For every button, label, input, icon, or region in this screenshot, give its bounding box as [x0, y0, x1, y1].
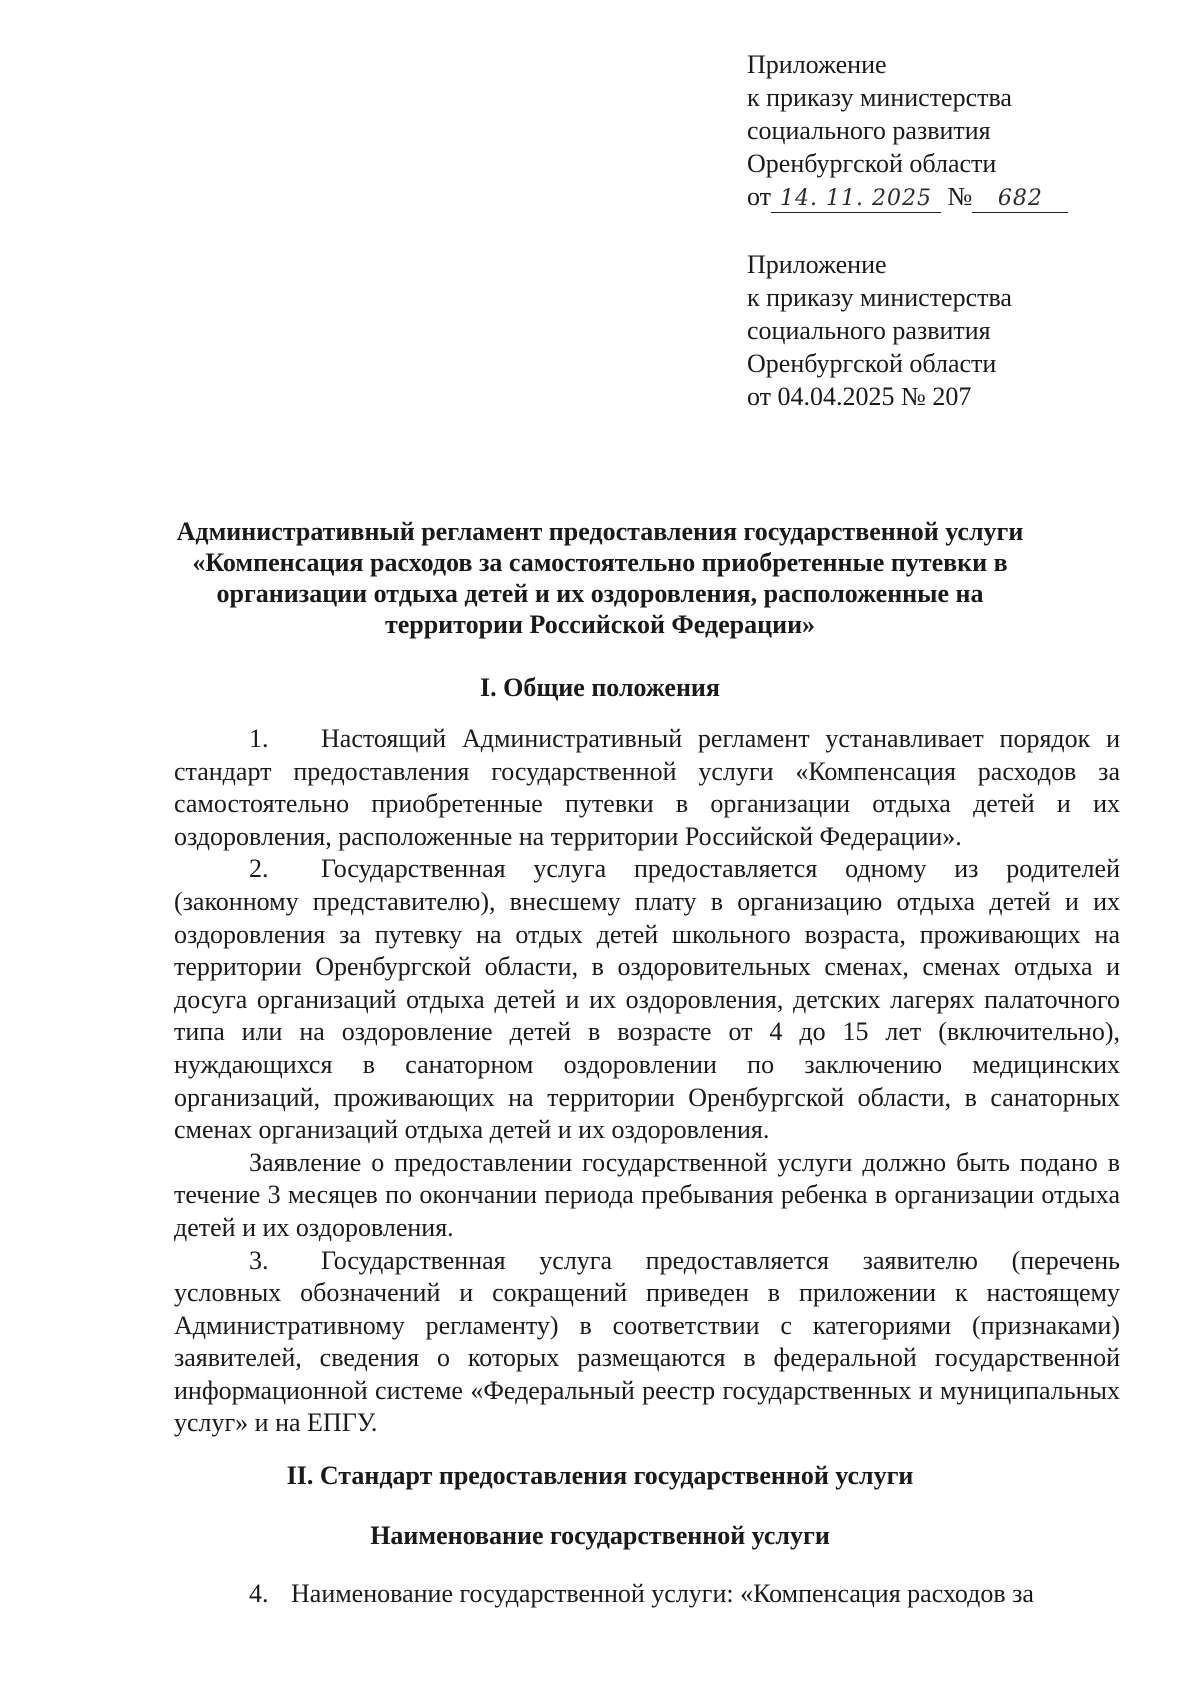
handwritten-number: 682: [972, 186, 1068, 213]
item-number: 4.: [249, 1579, 269, 1608]
paragraph-text: Государственная услуга предоставляется одному из родителей (законному представителю), внесшему плату в организацию отдыха детей и их оздоровления за путевку на отдых детей школьного возраста, проживающих на территории Оренбургской области, в оздоровительных сменах, сменах отдыха и досуга организаций отдыха детей и их оздоровления, детских лагерях палаточного типа или на оздоровление детей в возрасте от 4 до 15 лет (включительно), нуждающихся в санаторном оздоровлении по заключению медицинских организаций, проживающих на территории Оренбургской области, в санаторных сменах организаций отдыха детей и их оздоровления.: [174, 854, 1120, 1145]
approval-line: от 04.04.2025 № 207: [747, 382, 972, 411]
paragraph-text: Наименование государственной услуги: «Компенсация расходов за: [291, 1579, 1034, 1608]
approval-line: к приказу министерства: [747, 83, 1012, 112]
approval-line: Приложение: [747, 250, 887, 279]
number-sign: №: [947, 182, 973, 211]
approval-date-line: [747, 180, 1167, 213]
paragraph-item-4: [174, 1578, 1120, 1610]
section-general-body: [174, 723, 1120, 1440]
paragraph-item-1: [174, 723, 1120, 853]
date-prefix: от: [747, 182, 772, 211]
item-number: 1.: [249, 724, 269, 753]
approval-line: социального развития: [747, 316, 991, 345]
approval-line: к приказу министерства: [747, 283, 1012, 312]
item-number: 2.: [249, 854, 269, 884]
paragraph-text: Настоящий Административный регламент устанавливает порядок и стандарт предоставления государственной услуги «Компенсация расходов за самостоятельно приобретенные путевки в организации отдыха детей и их оздоровления, расположенные на территории Российской Федерации».: [174, 724, 1120, 851]
approval-block-current: [747, 48, 1167, 213]
paragraph-text: Заявление о предоставлении государственной услуги должно быть подано в течение 3 месяцев по окончании периода пребывания ребенка в организации отдыха детей и их оздоровления.: [174, 1147, 1120, 1242]
item-number: 3.: [249, 1245, 269, 1275]
approval-block-previous: [747, 248, 1167, 413]
section-heading-general: I. Общие положения: [480, 673, 720, 702]
paragraph-item-3: [174, 1245, 1120, 1441]
approval-line: Оренбургской области: [747, 349, 997, 378]
paragraph-item-2: [174, 853, 1120, 1146]
paragraph-text: Государственная услуга предоставляется заявителю (перечень условных обозначений и сокращений приведен в приложении к настоящему Административному регламенту) в соответствии с категориями (признаками) заявителей, сведения о которых размещаются в федеральной государственной информационной системе «Федеральный реестр государственных и муниципальных услуг» и на ЕПГУ.: [174, 1245, 1120, 1438]
subheading-service-name: Наименование государственной услуги: [370, 1521, 830, 1550]
handwritten-date: 14. 11. 2025: [771, 186, 941, 213]
document-title: Административный регламент предоставления государственной услуги «Компенсация расходов за самостоятельно приобретенные путевки в организации отдыха детей и их оздоровления, расположенные на территории Российской Федерации»: [176, 517, 1024, 639]
approval-line: Приложение: [747, 50, 887, 79]
approval-line: Оренбургской области: [747, 149, 997, 178]
section-heading-standard: II. Стандарт предоставления государственной услуги: [286, 1461, 914, 1490]
paragraph-application-deadline: [174, 1147, 1120, 1245]
approval-line: социального развития: [747, 116, 991, 145]
